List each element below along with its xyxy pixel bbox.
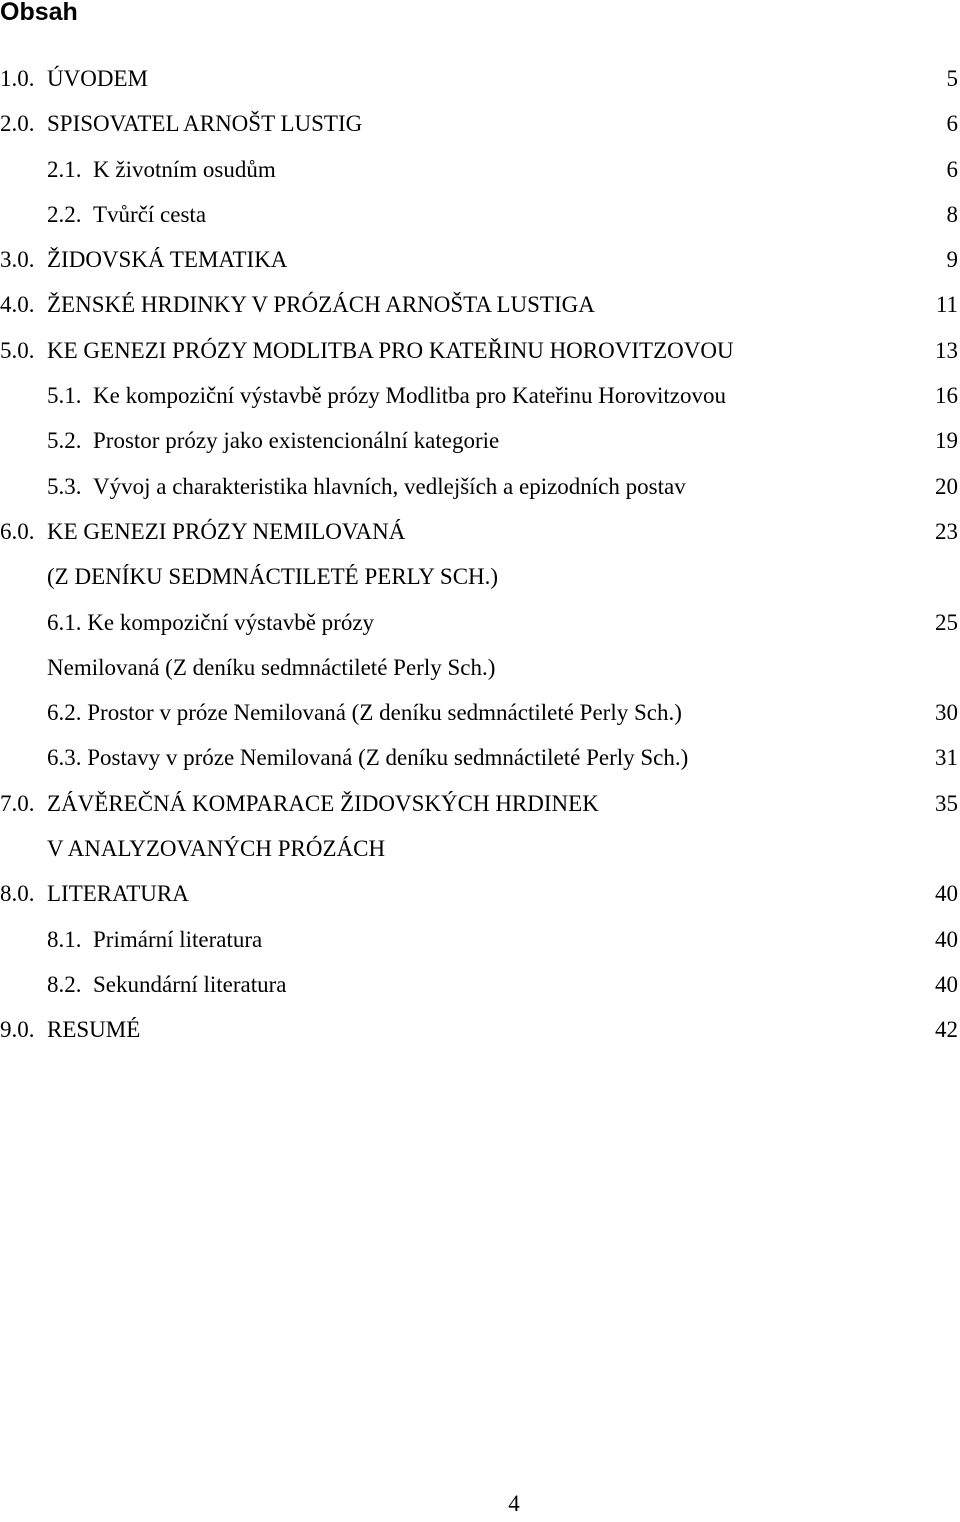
toc-entry — [0, 735, 960, 780]
toc-entry-title: V ANALYZOVANÝCH PRÓZÁCH — [47, 836, 386, 862]
page-number: 4 — [508, 1491, 520, 1516]
toc-entry — [0, 328, 960, 373]
toc-entry-page: 31 — [935, 745, 958, 771]
toc-entry-page: 30 — [935, 700, 958, 726]
toc-entry-title: Sekundární literatura — [93, 971, 287, 997]
toc-entry-number: 2.1. — [47, 156, 82, 182]
toc-entry — [0, 373, 960, 418]
toc-entry — [0, 781, 960, 826]
toc-entry-title: RESUMÉ — [47, 1017, 141, 1043]
toc-entry-page: 40 — [935, 926, 958, 952]
toc-entry-number: 9.0. — [0, 1017, 35, 1043]
toc-entry — [0, 690, 960, 735]
toc-entry — [0, 147, 960, 192]
toc-entry — [0, 917, 960, 962]
toc-entry-number: 8.0. — [0, 881, 35, 907]
toc-entry — [0, 56, 960, 101]
toc-entry — [0, 464, 960, 509]
toc-entry-page: 6 — [946, 111, 958, 137]
toc-entry-title: LITERATURA — [47, 881, 189, 907]
toc-entry-page: 40 — [935, 971, 958, 997]
toc-entry-title: 6.2. Prostor v próze Nemilovaná (Z deníku sedmnáctileté Perly Sch.) — [47, 700, 682, 726]
toc-entry-title: Ke kompoziční výstavbě prózy Modlitba pro Kateřinu Horovitzovou — [93, 383, 726, 409]
toc-entry-page: 13 — [935, 337, 958, 363]
toc-entry — [0, 600, 960, 645]
toc-entry — [0, 826, 960, 871]
toc-entry-number: 2.2. — [47, 201, 82, 227]
toc-entry-title: 6.1. Ke kompoziční výstavbě prózy — [47, 609, 375, 635]
toc-entry-page: 8 — [946, 201, 958, 227]
toc-entry-title: Tvůrčí cesta — [93, 201, 207, 227]
toc-entry-page: 11 — [935, 292, 958, 318]
toc-entry-page: 9 — [946, 247, 958, 273]
toc-entry-title: Primární literatura — [93, 926, 263, 952]
toc-entry-title: K životním osudům — [93, 156, 276, 182]
toc-entry-title: Nemilovaná (Z deníku sedmnáctileté Perly Sch.) — [47, 654, 496, 680]
table-of-contents — [0, 56, 960, 1053]
toc-entry-title: KE GENEZI PRÓZY MODLITBA PRO KATEŘINU HOROVITZOVOU — [47, 337, 734, 363]
toc-entry-page: 40 — [935, 881, 958, 907]
toc-entry-number: 8.1. — [47, 926, 82, 952]
toc-entry — [0, 237, 960, 282]
toc-entry-number: 5.2. — [47, 428, 82, 454]
toc-entry-title: ÚVODEM — [47, 66, 148, 91]
toc-entry-title: KE GENEZI PRÓZY NEMILOVANÁ — [47, 518, 406, 544]
toc-entry-page: 23 — [935, 518, 958, 544]
toc-entry — [0, 645, 960, 690]
toc-entry-page: 5 — [946, 66, 958, 91]
toc-entry-page: 42 — [935, 1017, 958, 1043]
toc-entry — [0, 282, 960, 327]
toc-entry — [0, 101, 960, 146]
toc-entry-title: ŽIDOVSKÁ TEMATIKA — [47, 247, 288, 273]
toc-entry-page: 19 — [935, 428, 958, 454]
toc-entry-number: 5.0. — [0, 337, 35, 363]
toc-entry — [0, 418, 960, 463]
toc-entry-page: 6 — [946, 156, 958, 182]
toc-entry — [0, 1007, 960, 1052]
toc-entry-title: Vývoj a charakteristika hlavních, vedlejších a epizodních postav — [93, 473, 686, 499]
toc-entry-page: 35 — [935, 790, 958, 816]
toc-entry — [0, 554, 960, 599]
toc-entry — [0, 192, 960, 237]
toc-entry-number: 4.0. — [0, 292, 35, 318]
toc-entry-number: 6.0. — [0, 518, 35, 544]
toc-entry — [0, 509, 960, 554]
toc-entry-number: 2.0. — [0, 111, 35, 137]
toc-entry-number: 3.0. — [0, 247, 35, 273]
toc-entry-number: 7.0. — [0, 790, 35, 816]
toc-entry-number: 1.0. — [0, 66, 35, 91]
toc-entry-title: 6.3. Postavy v próze Nemilovaná (Z deníku sedmnáctileté Perly Sch.) — [47, 745, 689, 771]
toc-entry-number: 8.2. — [47, 971, 82, 997]
toc-entry-page: 20 — [935, 473, 958, 499]
page-title: Obsah — [0, 0, 78, 26]
toc-entry — [0, 962, 960, 1007]
toc-entry-title: Prostor prózy jako existencionální kategorie — [93, 428, 500, 454]
toc-entry-title: SPISOVATEL ARNOŠT LUSTIG — [47, 111, 363, 137]
toc-entry-page: 16 — [935, 383, 958, 409]
toc-entry-title: (Z DENÍKU SEDMNÁCTILETÉ PERLY SCH.) — [47, 564, 499, 590]
toc-entry-number: 5.1. — [47, 383, 82, 409]
toc-entry-number: 5.3. — [47, 473, 82, 499]
toc-entry-title: ZÁVĚREČNÁ KOMPARACE ŽIDOVSKÝCH HRDINEK — [47, 790, 599, 816]
toc-entry — [0, 871, 960, 916]
toc-entry-page: 25 — [935, 609, 958, 635]
toc-entry-title: ŽENSKÉ HRDINKY V PRÓZÁCH ARNOŠTA LUSTIGA — [47, 292, 595, 318]
